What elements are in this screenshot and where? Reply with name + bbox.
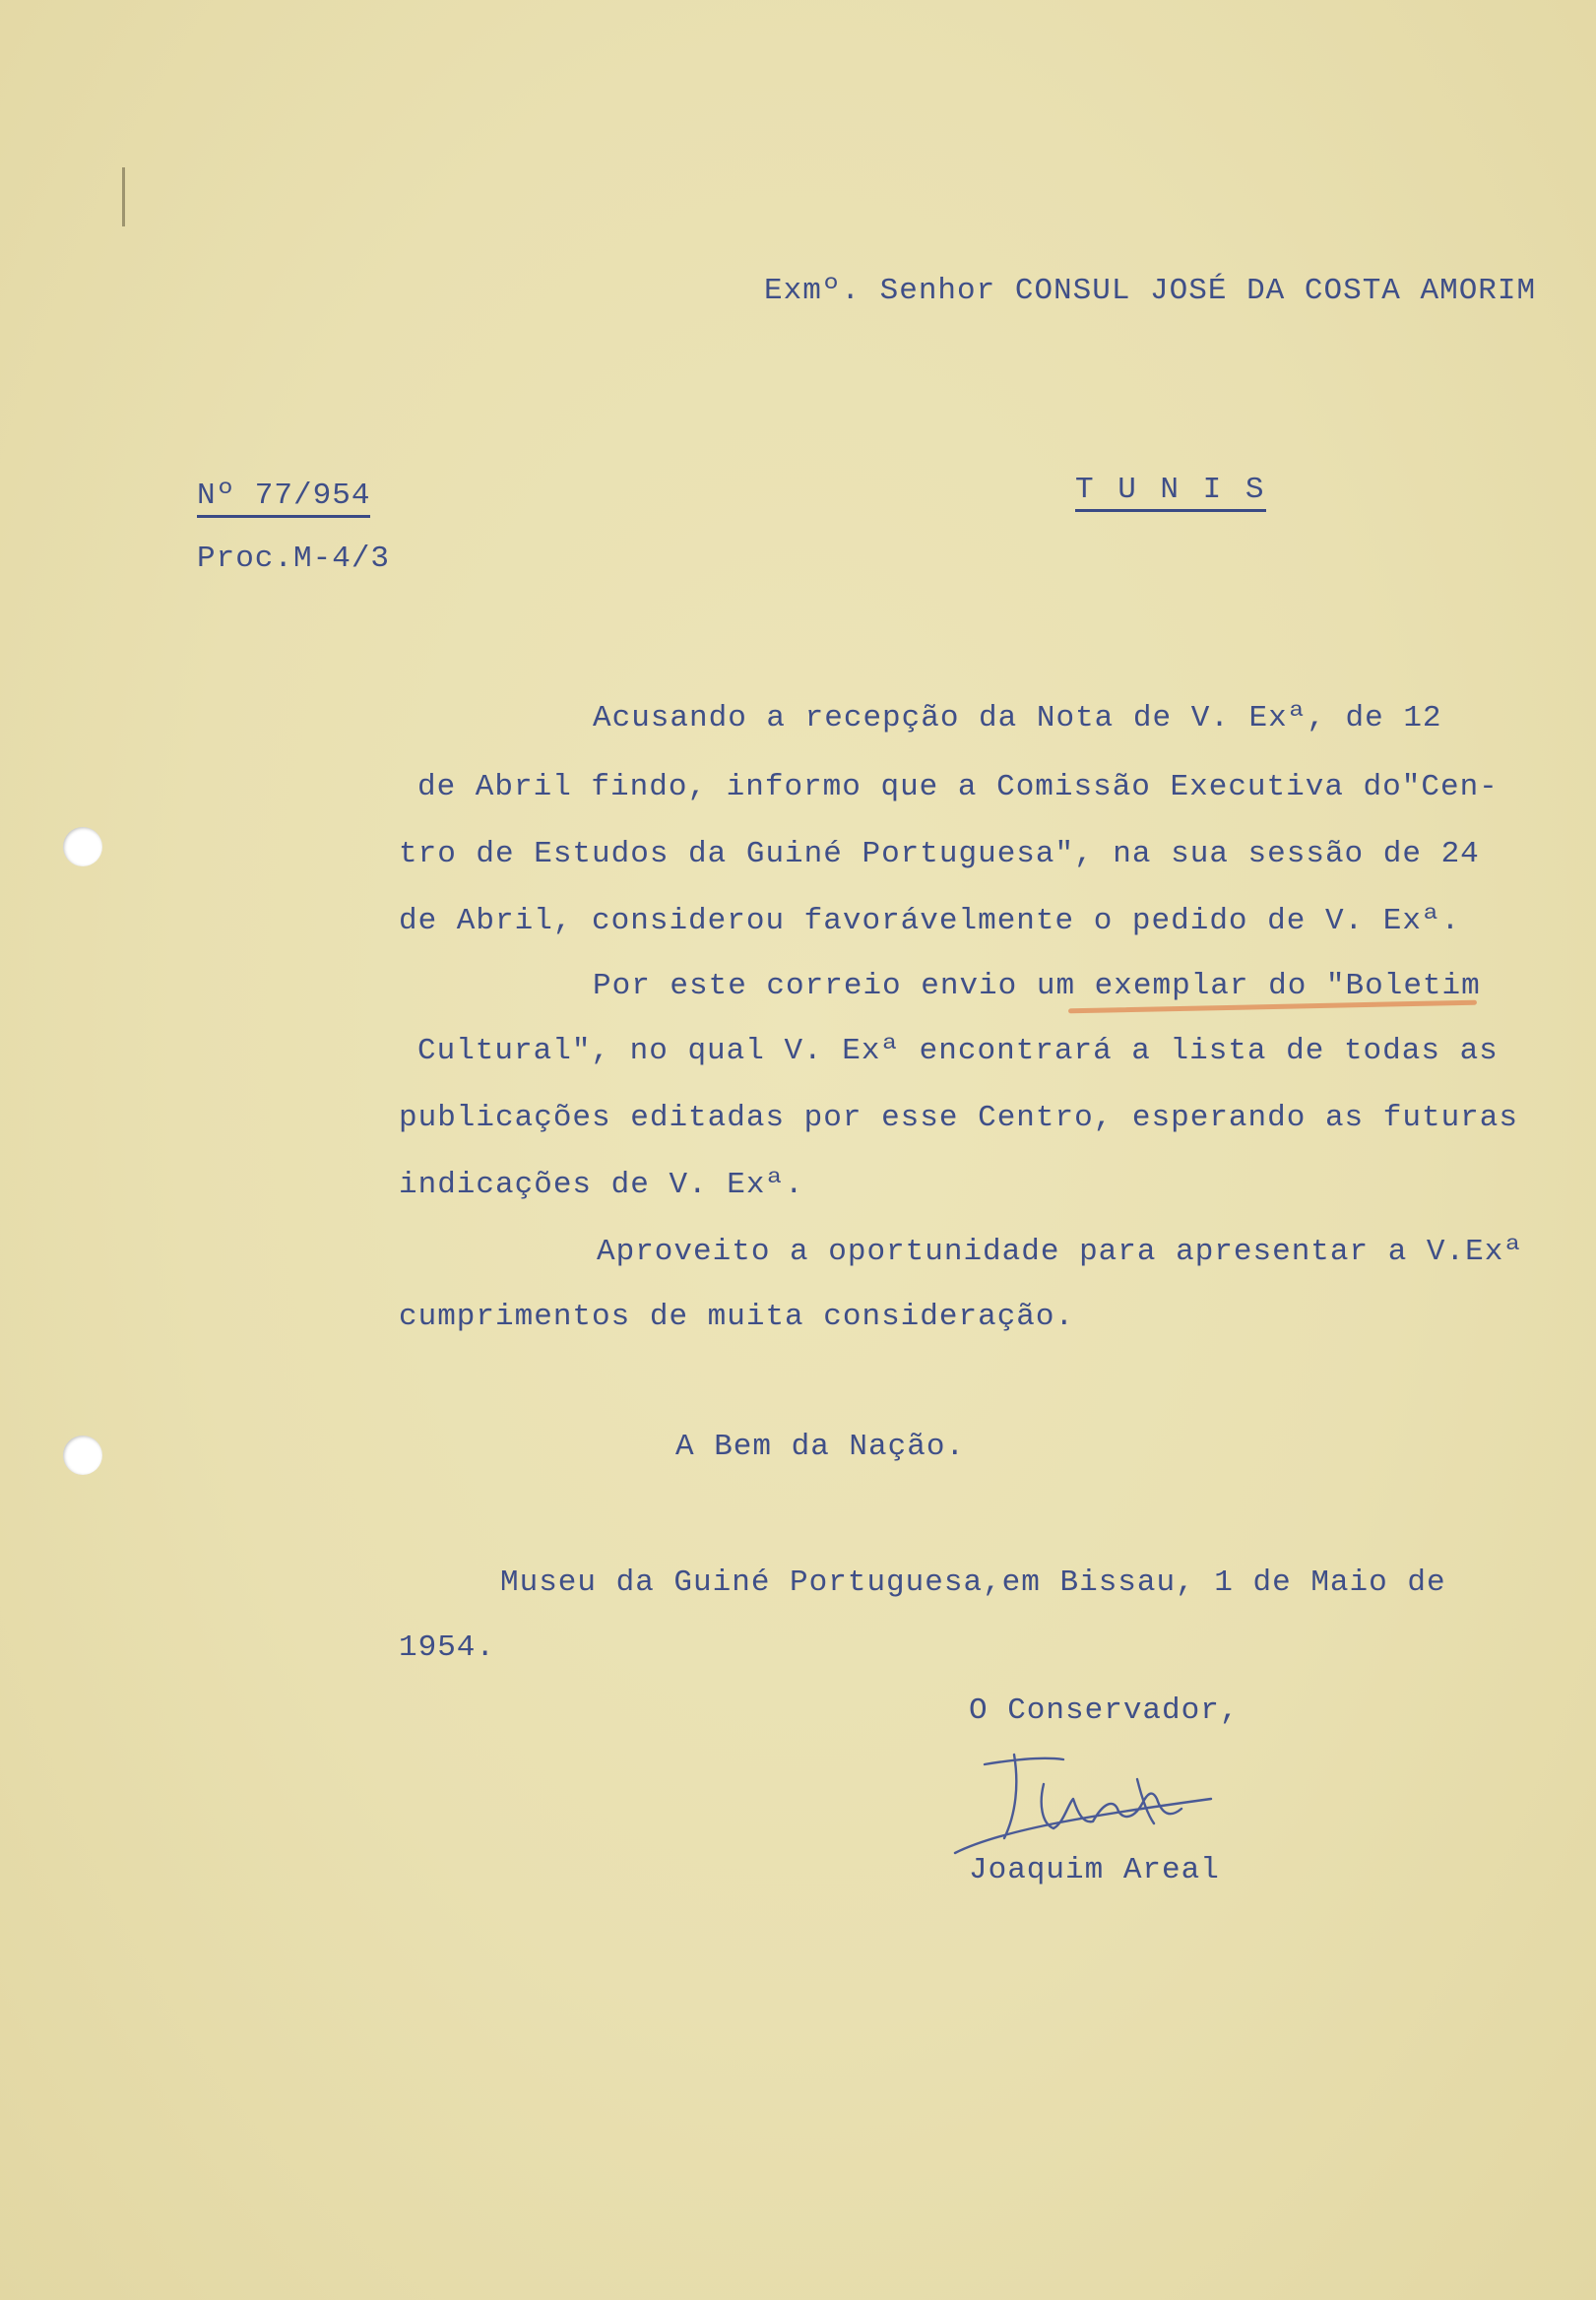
body-line: Aproveito a oportunidade para apresentar a V.Exª xyxy=(597,1235,1523,1269)
body-line: Por este correio envio um exemplar do "Boletim xyxy=(593,969,1481,1003)
body-line: cumprimentos de muita consideração. xyxy=(399,1300,1075,1334)
signer-title: O Conservador, xyxy=(969,1693,1240,1728)
reference-number: Nº 77/954 xyxy=(197,479,370,518)
recipient-line: Exmº. Senhor CONSUL JOSÉ DA COSTA AMORIM xyxy=(764,274,1537,308)
place-date-year: 1954. xyxy=(399,1630,496,1665)
salutation: A Bem da Nação. xyxy=(675,1430,966,1464)
signer-name: Joaquim Areal xyxy=(969,1853,1220,1887)
body-line: tro de Estudos da Guiné Portuguesa", na sua sessão de 24 xyxy=(399,837,1480,871)
place-date: Museu da Guiné Portuguesa,em Bissau, 1 de Maio de xyxy=(500,1565,1446,1600)
process-reference: Proc.M-4/3 xyxy=(197,542,391,576)
destination-city: T U N I S xyxy=(1075,473,1266,512)
margin-mark xyxy=(122,167,125,226)
body-line: de Abril findo, informo que a Comissão Executiva do"Cen- xyxy=(417,770,1499,804)
body-line: Cultural", no qual V. Exª encontrará a lista de todas as xyxy=(417,1034,1499,1068)
body-line: publicações editadas por esse Centro, esperando as futuras xyxy=(399,1101,1518,1135)
body-line: indicações de V. Exª. xyxy=(399,1168,804,1202)
body-line: Acusando a recepção da Nota de V. Exª, de 12 xyxy=(593,701,1442,735)
body-line: de Abril, considerou favorávelmente o pedido de V. Exª. xyxy=(399,904,1461,938)
punch-hole-top xyxy=(63,827,102,866)
punch-hole-bottom xyxy=(63,1436,102,1475)
handwritten-signature xyxy=(945,1745,1241,1863)
